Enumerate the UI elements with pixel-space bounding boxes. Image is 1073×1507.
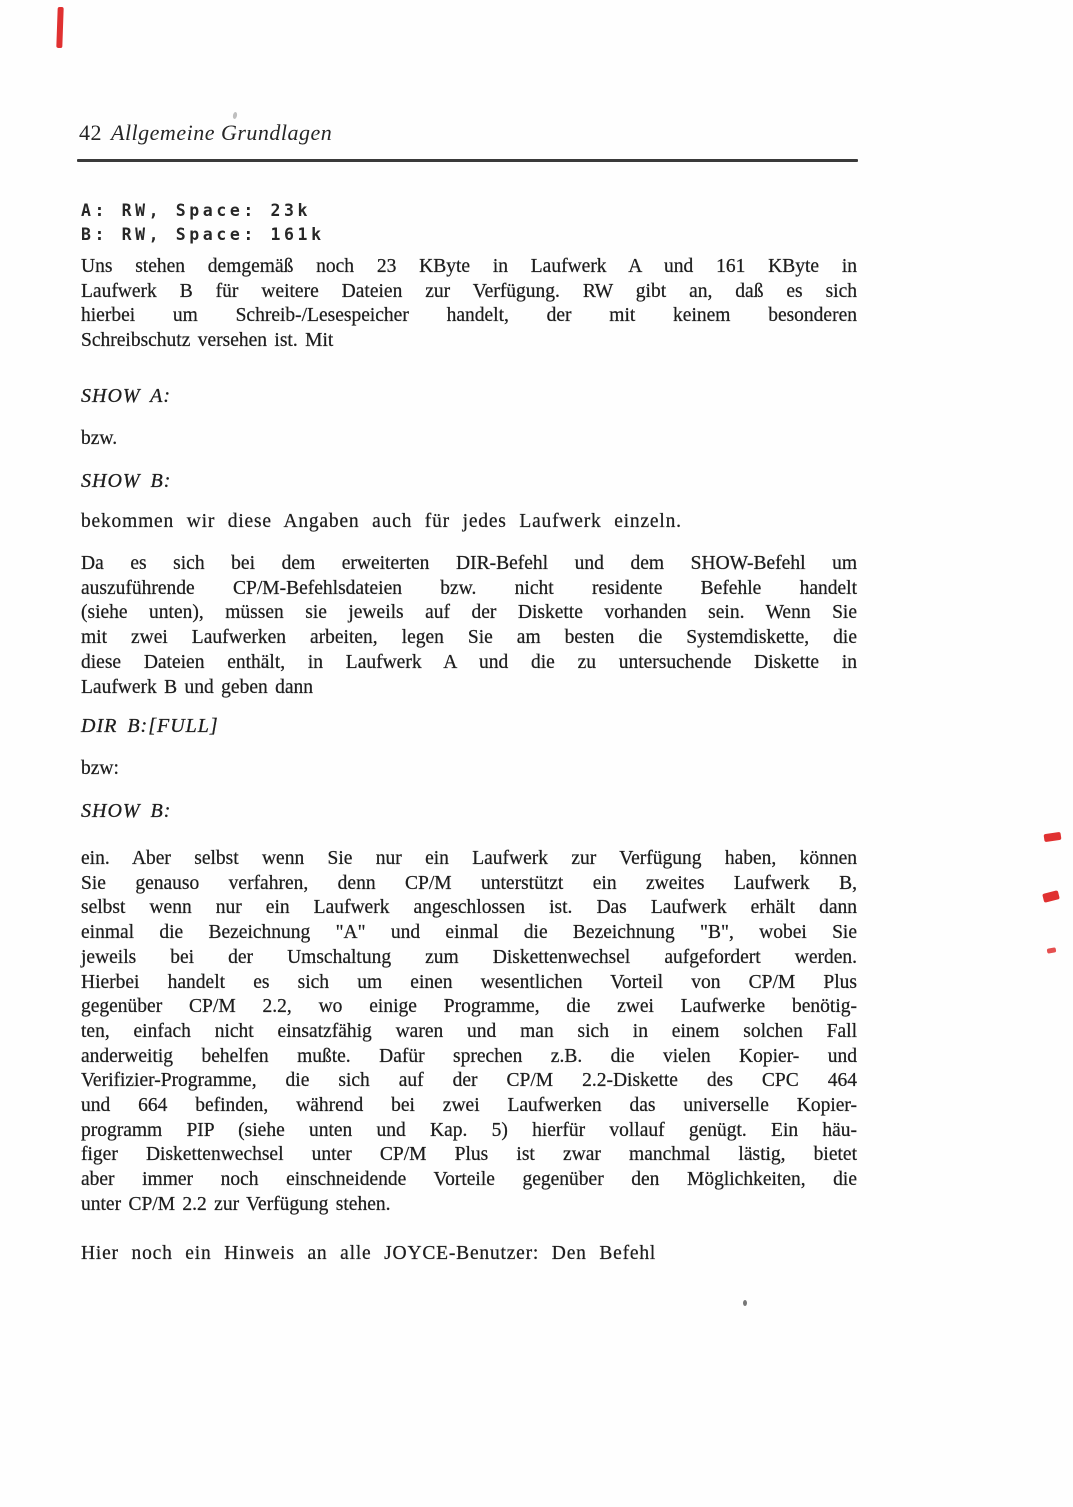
paragraph-line: Laufwerk B und geben dann [81,676,314,698]
terminal-line: B: RW, Space: 161k [81,225,325,244]
paragraph-line: ein. Aber selbst wenn Sie nur ein Laufwerk zur Verfügung haben, können [81,848,857,869]
paragraph-line: programm PIP (siehe unten und Kap. 5) hierfür vollauf genügt. Ein häu- [81,1119,857,1141]
paragraph-2 [81,552,857,700]
red-pen-mark-right-3 [1047,947,1057,953]
paragraph-line: aber immer noch einschneidende Vorteile gegenüber den Möglichkeiten, die [81,1169,857,1191]
paragraph-line: einmal die Bezeichnung "A" und einmal die Bezeichnung "B", wobei Sie [81,922,857,944]
paragraph-line: Hierbei handelt es sich um einen wesentlichen Vorteil von CP/M Plus [81,971,857,993]
scan-speck-bottom [743,1300,747,1306]
paragraph-1 [81,255,857,354]
connector-bzw-1: bzw. [81,428,118,449]
red-pen-mark-right-1 [1044,832,1062,842]
sentence-einzeln: bekommen wir diese Angaben auch für jedes Laufwerk einzeln. [81,511,682,532]
header-rule [77,159,858,162]
command-show-b-1: SHOW B: [81,470,172,492]
scan-speck-header [232,112,237,120]
paragraph-line: selbst wenn nur ein Laufwerk angeschlossen ist. Das Laufwerk erhält dann [81,897,857,919]
terminal-line: A: RW, Space: 23k [81,201,312,220]
paragraph-line: hierbei um Schreib-/Lesespeicher handelt, der mit keinem besonderen [81,305,857,327]
paragraph-line: Da es sich bei dem erweiterten DIR-Befehl und dem SHOW-Befehl um [81,553,857,574]
connector-bzw-2: bzw: [81,758,119,779]
page-number: 42 [79,120,102,145]
paragraph-line: Uns stehen demgemäß noch 23 KByte in Laufwerk A und 161 KByte in [81,256,857,277]
paragraph-line: auszuführende CP/M-Befehlsdateien bzw. nicht residente Befehle handelt [81,577,857,599]
paragraph-line: ten, einfach nicht einsatzfähig waren und man sich in einem solchen Fall [81,1020,857,1042]
paragraph-line: mit zwei Laufwerken arbeiten, legen Sie am besten die Systemdiskette, die [81,627,857,649]
paragraph-line: Schreibschutz versehen ist. Mit [81,330,334,352]
paragraph-line: Sie genauso verfahren, denn CP/M unterstützt ein zweites Laufwerk B, [81,872,857,894]
command-dir-b-full: DIR B:[FULL] [81,715,219,737]
paragraph-line: (siehe unten), müssen sie jeweils auf der Diskette vorhanden sein. Wenn Sie [81,602,857,624]
paragraph-line: unter CP/M 2.2 zur Verfügung stehen. [81,1193,391,1215]
command-show-b-2: SHOW B: [81,800,172,822]
paragraph-line: und 664 befinden, während bei zwei Laufwerken das universelle Kopier- [81,1095,857,1117]
paragraph-line: figer Diskettenwechsel unter CP/M Plus ist zwar manchmal lästig, bietet [81,1144,857,1166]
paragraph-line: jeweils bei der Umschaltung zum Diskettenwechsel aufgefordert werden. [81,946,857,968]
paragraph-line: Verifizier-Programme, die sich auf der CP/M 2.2-Diskette des CPC 464 [81,1070,857,1092]
paragraph-line: Laufwerk B für weitere Dateien zur Verfügung. RW gibt an, daß es sich [81,280,857,302]
closing-sentence: Hier noch ein Hinweis an alle JOYCE-Benutzer: Den Befehl [81,1243,657,1264]
red-pen-mark-top-left [56,7,63,48]
paragraph-line: gegenüber CP/M 2.2, wo einige Programme, die zwei Laufwerke benötig- [81,996,857,1018]
paragraph-line: diese Dateien enthält, in Laufwerk A und die zu untersuchende Diskette in [81,651,857,673]
red-pen-mark-right-2 [1042,890,1060,903]
running-head [79,120,859,146]
paragraph-3 [81,847,857,1218]
command-show-a: SHOW A: [81,385,172,407]
terminal-output [81,199,681,247]
chapter-title: Allgemeine Grundlagen [111,120,333,145]
paragraph-line: anderweitig behelfen mußte. Dafür sprechen z.B. die vielen Kopier- und [81,1045,857,1067]
